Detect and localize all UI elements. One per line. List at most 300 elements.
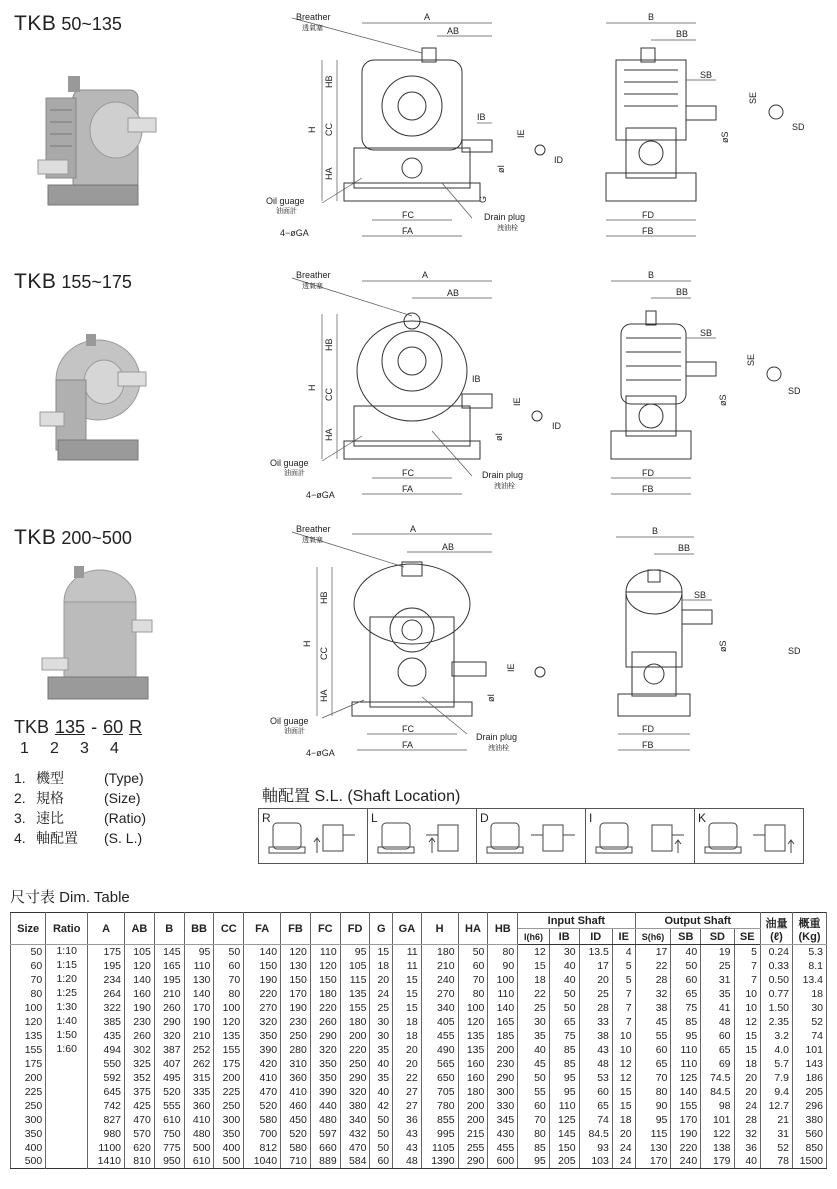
table-cell: 550 [88,1057,125,1071]
table-cell: 30 [370,1029,393,1043]
table-cell: 220 [310,1001,340,1015]
table-cell: 110 [671,1043,701,1057]
table-cell: 21 [761,1113,793,1127]
table-cell: 50 [518,1071,550,1085]
table-cell: 190 [671,1127,701,1141]
table-cell: 7 [612,987,635,1001]
shaft-location-icon [477,809,586,865]
table-cell: 50 [671,959,701,973]
table-cell: 74.5 [701,1071,734,1085]
table-cell: 80 [458,987,488,1001]
section-title: TKB 155~175 [14,270,132,293]
table-cell: 850 [793,1141,827,1155]
table-cell: 80 [635,1085,671,1099]
table-row [11,987,827,1001]
table-cell: 7 [612,1001,635,1015]
table-cell: 155 [11,1043,46,1057]
table-cell: 5.3 [793,945,827,959]
table-cell: 430 [488,1127,518,1141]
table-cell: 270 [244,1001,281,1015]
table-cell: 69 [701,1057,734,1071]
dim-table [10,912,827,1169]
table-cell: 18 [393,1029,422,1043]
table-cell: 340 [421,1001,458,1015]
table-cell: 200 [458,1099,488,1113]
table-cell: 70 [518,1113,550,1127]
table-cell: 28 [635,973,671,987]
svg-text:FA: FA [402,740,414,750]
svg-text:H: H [307,126,317,133]
table-row [11,1043,827,1057]
table-cell: 8.1 [793,959,827,973]
svg-text:HB: HB [319,591,329,604]
table-cell: 15 [734,1029,760,1043]
table-cell: 125 [671,1071,701,1085]
table-cell: 52 [761,1141,793,1155]
model-code-numbers [20,740,140,758]
table-cell: 645 [88,1085,125,1099]
table-cell: 135 [214,1029,244,1043]
table-cell: 30 [518,1015,550,1029]
table-cell: 195 [154,973,184,987]
column-header: Ratio [46,913,88,945]
svg-text:FB: FB [642,226,654,236]
svg-text:HA: HA [319,689,329,702]
table-cell: 170 [635,1155,671,1169]
table-cell: 0.33 [761,959,793,973]
table-cell: 125 [549,1113,579,1127]
table-cell: 480 [310,1113,340,1127]
shaft-location-r: R [259,809,368,863]
table-cell: 290 [488,1071,518,1085]
table-cell: 5 [612,973,635,987]
table-cell: 290 [310,1029,340,1043]
table-cell: 84.5 [579,1127,612,1141]
table-cell: 350 [11,1127,46,1141]
dim-table-title: 尺寸表 Dim. Table [10,889,130,906]
table-cell: 60 [458,959,488,973]
table-cell: 103 [579,1155,612,1169]
front-view-drawing [262,522,592,767]
table-cell: 95 [549,1085,579,1099]
svg-text:øS: øS [720,131,730,143]
table-cell: 1500 [793,1155,827,1169]
table-cell: 20 [612,1127,635,1141]
table-cell: 65 [701,1043,734,1057]
table-cell: 390 [244,1043,281,1057]
table-cell: 145 [549,1127,579,1141]
table-cell: 260 [125,1029,155,1043]
table-cell: 650 [421,1071,458,1085]
svg-text:FA: FA [402,226,414,236]
table-cell: 74 [579,1113,612,1127]
shaft-location-i: I [586,809,695,863]
product-photo [28,60,178,220]
table-cell: 10 [612,1029,635,1043]
table-cell: 889 [310,1155,340,1169]
input-shaft-group-header: Input Shaft [518,913,635,929]
table-cell: 610 [154,1113,184,1127]
table-cell: 80 [214,987,244,1001]
table-cell: 135 [458,1029,488,1043]
model-code-size: 135 [55,717,86,737]
table-cell: 122 [701,1127,734,1141]
table-cell: 10 [734,987,760,1001]
table-cell: 50 [214,945,244,959]
table-cell: 150 [281,973,311,987]
table-cell: 24 [370,987,393,1001]
svg-text:CC: CC [324,388,334,401]
table-cell: 220 [340,1043,370,1057]
svg-text:Breather: Breather [296,524,331,534]
table-cell: 105 [340,959,370,973]
table-cell: 10 [734,1001,760,1015]
table-cell: 115 [340,973,370,987]
table-cell: 494 [88,1043,125,1057]
table-cell: 65 [579,1099,612,1113]
table-row [11,1015,827,1029]
ratio-value: 1:10 [56,945,77,957]
table-cell: 360 [281,1071,311,1085]
table-cell: 18 [793,987,827,1001]
svg-text:H: H [302,640,312,647]
table-cell: 210 [154,987,184,1001]
table-cell: 160 [458,1057,488,1071]
svg-text:BB: BB [676,287,689,297]
table-cell: 350 [310,1071,340,1085]
table-cell: 70 [11,973,46,987]
table-cell: 1040 [244,1155,281,1169]
table-row [11,1113,827,1127]
svg-text:油面計: 油面計 [276,208,297,215]
table-cell: 150 [310,973,340,987]
model-code-example [14,717,148,738]
table-cell: 230 [281,1015,311,1029]
table-cell: 230 [125,1015,155,1029]
table-cell: 48 [393,1155,422,1169]
svg-text:SD: SD [788,386,801,396]
svg-text:FD: FD [642,724,654,734]
table-cell: 95 [340,945,370,959]
table-cell: 24 [612,1155,635,1169]
table-cell: 40 [370,1085,393,1099]
table-cell: 410 [184,1113,214,1127]
table-row [11,1099,827,1113]
svg-text:FA: FA [402,484,414,494]
legend-item: 1. 機型 (Type) [14,770,144,786]
side-view-drawing [596,522,826,767]
table-cell: 225 [214,1085,244,1099]
table-cell: 70 [458,973,488,987]
table-cell: 400 [11,1141,46,1155]
table-cell: 20 [579,973,612,987]
table-cell: 190 [184,1015,214,1029]
table-cell: 2.35 [761,1015,793,1029]
table-cell: 90 [635,1099,671,1113]
table-cell: 5 [734,945,760,959]
table-cell: 30 [549,945,579,959]
table-cell: 85 [518,1141,550,1155]
table-row [11,1001,827,1015]
table-cell: 205 [793,1085,827,1099]
table-cell: 335 [184,1085,214,1099]
table-cell: 252 [184,1043,214,1057]
table-cell: 320 [340,1085,370,1099]
model-code-sl: R [129,717,143,737]
table-cell: 22 [393,1071,422,1085]
table-cell: 450 [281,1113,311,1127]
svg-text:AB: AB [447,288,460,298]
table-cell: 215 [458,1127,488,1141]
table-cell: 584 [340,1155,370,1169]
table-cell: 4.0 [761,1043,793,1057]
table-cell: 85 [671,1015,701,1029]
table-cell: 950 [154,1155,184,1169]
svg-text:Oil guage: Oil guage [270,458,309,468]
table-cell: 24 [734,1099,760,1113]
table-cell: 200 [488,1043,518,1057]
table-cell: 160 [125,987,155,1001]
front-view-drawing [262,8,592,248]
table-cell: 710 [281,1155,311,1169]
table-cell: 38 [579,1029,612,1043]
product-photo [28,562,178,712]
svg-text:FC: FC [402,724,414,734]
table-cell: 100 [214,1001,244,1015]
table-cell: 405 [421,1015,458,1029]
table-cell: 270 [421,987,458,1001]
table-cell: 190 [125,1001,155,1015]
svg-text:4−øGA: 4−øGA [306,748,335,758]
svg-text:SB: SB [700,328,713,338]
table-cell: 65 [549,1015,579,1029]
table-cell: 200 [214,1071,244,1085]
table-cell: 290 [340,1071,370,1085]
table-row [11,1057,827,1071]
svg-text:IE: IE [512,397,522,406]
section-title: TKB 200~500 [14,526,132,549]
table-cell: 18 [393,1015,422,1029]
shaft-location-k: K [695,809,803,863]
ratio-value: 1:20 [56,973,77,985]
table-row [11,1127,827,1141]
table-cell: 10 [612,1043,635,1057]
table-cell: 250 [340,1057,370,1071]
table-cell: 13.4 [793,973,827,987]
table-cell: 12 [734,1015,760,1029]
table-cell: 170 [671,1113,701,1127]
table-cell: 36 [393,1113,422,1127]
table-cell: 179 [701,1155,734,1169]
column-header: B [154,913,184,945]
table-cell: 55 [518,1085,550,1099]
table-cell: 52 [793,1015,827,1029]
table-cell: 140 [184,987,214,1001]
table-cell: 500 [214,1155,244,1169]
table-cell: 455 [488,1141,518,1155]
table-cell: 140 [488,1001,518,1015]
svg-text:SE: SE [748,91,758,104]
table-cell: 50 [370,1127,393,1141]
svg-text:Drain plug: Drain plug [482,470,524,480]
svg-text:SD: SD [792,122,805,132]
table-cell: 95 [671,1029,701,1043]
table-cell: 520 [244,1099,281,1113]
svg-text:ID: ID [552,421,561,431]
table-cell: 7 [612,1015,635,1029]
table-cell: 7.9 [761,1071,793,1085]
table-cell: 110 [310,945,340,959]
table-cell: 110 [549,1099,579,1113]
model-code-number: 4 [110,740,119,757]
table-cell: 95 [635,1113,671,1127]
svg-text:IE: IE [506,663,516,672]
column-header: SE [734,929,760,945]
table-cell: 31 [701,973,734,987]
svg-text:HA: HA [324,428,334,441]
table-cell: 350 [310,1057,340,1071]
table-cell: 300 [11,1113,46,1127]
table-cell: 80 [11,987,46,1001]
column-header: SD [701,929,734,945]
table-cell: 0.50 [761,973,793,987]
section-tkb-155-175 [0,258,837,513]
table-cell: 1100 [88,1141,125,1155]
table-cell: 15 [393,1001,422,1015]
table-cell: 320 [244,1015,281,1029]
ratio-list-cell [46,945,88,1169]
table-cell: 85 [549,1043,579,1057]
table-cell: 50 [549,987,579,1001]
table-cell: 580 [244,1113,281,1127]
table-cell: 120 [310,959,340,973]
ratio-value: 1:60 [56,1043,77,1055]
table-cell: 85 [549,1057,579,1071]
model-code-legend [14,768,146,848]
table-cell: 120 [214,1015,244,1029]
table-cell: 775 [154,1141,184,1155]
svg-text:HB: HB [324,338,334,351]
table-cell: 180 [310,987,340,1001]
table-cell: 262 [184,1057,214,1071]
table-cell: 742 [88,1099,125,1113]
table-cell: 140 [244,945,281,959]
table-cell: 110 [488,987,518,1001]
table-cell: 65 [635,1057,671,1071]
table-cell: 143 [793,1057,827,1071]
table-cell: 35 [370,1043,393,1057]
model-code-number: 3 [80,740,89,757]
svg-text:FC: FC [402,210,414,220]
table-cell: 560 [793,1127,827,1141]
table-cell: 330 [488,1099,518,1113]
table-cell: 195 [88,959,125,973]
table-cell: 500 [184,1141,214,1155]
table-cell: 115 [635,1127,671,1141]
table-cell: 500 [11,1155,46,1169]
table-row [11,1029,827,1043]
table-cell: 12 [612,1071,635,1085]
svg-text:FD: FD [642,468,654,478]
table-cell: 210 [421,959,458,973]
table-cell: 27 [393,1099,422,1113]
table-cell: 4 [612,945,635,959]
table-cell: 470 [125,1113,155,1127]
table-cell: 35 [518,1029,550,1043]
svg-text:FC: FC [402,468,414,478]
table-cell: 1390 [421,1155,458,1169]
side-view-drawing [596,266,826,511]
table-cell: 400 [214,1141,244,1155]
table-cell: 9.4 [761,1085,793,1099]
output-shaft-group-header: Output Shaft [635,913,760,929]
shaft-location-icon [586,809,695,865]
table-cell: 620 [125,1141,155,1155]
table-cell: 240 [671,1155,701,1169]
table-cell: 150 [549,1141,579,1155]
column-header: H [421,913,458,945]
table-cell: 565 [421,1057,458,1071]
table-cell: 410 [244,1071,281,1085]
model-code-number: 1 [20,740,29,757]
table-cell: 296 [793,1099,827,1113]
table-cell: 325 [125,1057,155,1071]
table-header-group-row [11,913,827,929]
table-cell: 24 [612,1141,635,1155]
svg-text:H: H [307,384,317,391]
svg-text:Oil guage: Oil guage [270,716,309,726]
table-cell: 995 [421,1127,458,1141]
table-cell: 387 [154,1043,184,1057]
column-header: SB [671,929,701,945]
table-cell: 50 [549,1001,579,1015]
table-cell: 322 [88,1001,125,1015]
shaft-location-panel [258,808,804,864]
table-cell: 11 [393,959,422,973]
column-header: A [88,913,125,945]
column-header: IE [612,929,635,945]
table-cell: 460 [281,1099,311,1113]
svg-text:B: B [648,270,655,280]
table-cell: 41 [701,1001,734,1015]
table-cell: 597 [310,1127,340,1141]
table-cell: 50 [370,1113,393,1127]
svg-text:透氣塞: 透氣塞 [302,537,323,544]
table-cell: 855 [421,1113,458,1127]
table-cell: 420 [244,1057,281,1071]
table-cell: 520 [281,1127,311,1141]
table-cell: 980 [88,1127,125,1141]
table-cell: 84.5 [701,1085,734,1099]
table-cell: 48 [579,1057,612,1071]
table-cell: 185 [488,1029,518,1043]
table-cell: 18 [370,959,393,973]
table-cell: 70 [635,1071,671,1085]
table-row [11,1141,827,1155]
table-cell: 170 [281,987,311,1001]
table-cell: 352 [125,1071,155,1085]
table-cell: 18 [612,1113,635,1127]
table-cell: 98 [701,1099,734,1113]
table-cell: 35 [701,987,734,1001]
table-cell: 15 [518,959,550,973]
table-cell: 250 [11,1099,46,1113]
column-header: 概重 (Kg) [793,913,827,945]
legend-item: 2. 規格 (Size) [14,790,141,806]
table-cell: 130 [635,1141,671,1155]
table-cell: 435 [88,1029,125,1043]
table-cell: 13.5 [579,945,612,959]
